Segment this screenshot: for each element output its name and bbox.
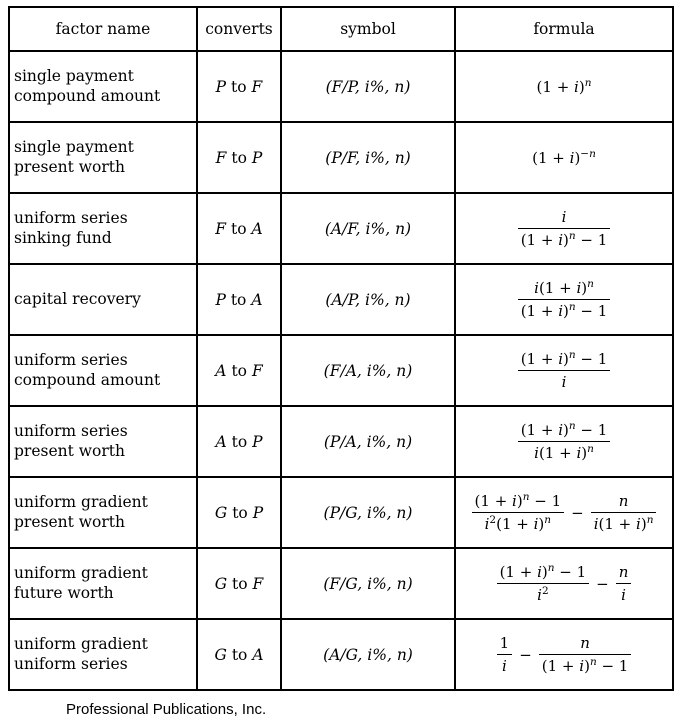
header-symbol: symbol [281, 7, 455, 51]
converts-to-word: to [231, 219, 247, 238]
formula-capital-recovery: $\frac{i(1 + i)^n}{(1 + i)^n - 1}$ [516, 290, 613, 308]
symbol-cell: (A/F, i%, n) [281, 193, 455, 264]
table-row [9, 619, 673, 690]
header-row [9, 7, 673, 51]
formula-gradient-uniform-series: $\frac{1}{i}$ − $\frac{n}{(1 + i)^n - 1}$ [495, 645, 634, 663]
factor-name-line: future worth [14, 583, 114, 602]
table-row [9, 264, 673, 335]
converts-to-word: to [230, 290, 247, 309]
formula-uniform-series-compound-amount: $\frac{(1 + i)^n - 1}{i}$ [516, 361, 613, 379]
symbol-cell: (A/P, i%, n) [281, 264, 455, 335]
factor-name-line: sinking fund [14, 228, 112, 247]
table-row [9, 335, 673, 406]
formula-cell [455, 619, 673, 690]
factor-name-cell [9, 335, 197, 406]
factor-name-line: uniform gradient [14, 635, 148, 654]
formula-cell [455, 122, 673, 193]
formula-uniform-series-present-worth: $\frac{(1 + i)^n - 1}{i(1 + i)^n}$ [516, 432, 613, 450]
converts-to: A [251, 290, 263, 309]
factor-name-line: present worth [14, 512, 125, 531]
interest-factor-table [8, 6, 674, 691]
converts-from: F [215, 148, 227, 167]
factor-name-line: uniform series [14, 351, 128, 370]
symbol-cell: (F/G, i%, n) [281, 548, 455, 619]
factor-name-line: uniform gradient [14, 564, 148, 583]
factor-name-line: capital recovery [14, 289, 141, 308]
converts-from: F [215, 219, 227, 238]
factor-name-cell [9, 406, 197, 477]
converts-cell [197, 335, 281, 406]
converts-to-word: to [231, 432, 248, 451]
converts-cell [197, 477, 281, 548]
converts-cell [197, 406, 281, 477]
converts-cell [197, 264, 281, 335]
factor-name-cell [9, 548, 197, 619]
formula-cell [455, 548, 673, 619]
symbol-cell: (F/A, i%, n) [281, 335, 455, 406]
factor-name-cell [9, 193, 197, 264]
header-converts: converts [197, 7, 281, 51]
converts-to-word: to [232, 503, 248, 522]
table-row [9, 477, 673, 548]
converts-from: A [215, 432, 227, 451]
converts-to-word: to [231, 148, 247, 167]
converts-cell [197, 619, 281, 690]
table-row [9, 406, 673, 477]
symbol-cell: (A/G, i%, n) [281, 619, 455, 690]
factor-name-cell [9, 264, 197, 335]
table-row [9, 193, 673, 264]
converts-cell [197, 193, 281, 264]
converts-cell [197, 51, 281, 122]
converts-from: G [214, 574, 228, 593]
table-row [9, 122, 673, 193]
header-formula: formula [455, 7, 673, 51]
converts-to: F [252, 574, 264, 593]
factor-name-cell [9, 477, 197, 548]
formula-cell [455, 193, 673, 264]
converts-to: F [251, 77, 263, 96]
converts-to-word: to [231, 361, 247, 380]
table-row [9, 51, 673, 122]
converts-to: A [252, 645, 264, 664]
formula-cell [455, 477, 673, 548]
formula-sinking-fund: $\frac{i}{(1 + i)^n - 1}$ [516, 219, 613, 237]
symbol-cell: (P/G, i%, n) [281, 477, 455, 548]
factor-name-line: compound amount [14, 86, 161, 105]
factor-name-cell [9, 122, 197, 193]
formula-cell [455, 406, 673, 477]
factor-name-cell [9, 619, 197, 690]
converts-to: P [251, 148, 263, 167]
factor-name-line: compound amount [14, 370, 161, 389]
converts-to-word: to [231, 645, 248, 664]
formula-gradient-future-worth: $\frac{(1 + i)^n - 1}{i^2}$ − $\frac{n}{i}$ [495, 574, 634, 592]
formula-cell [455, 51, 673, 122]
publisher-footer: Professional Publications, Inc. [66, 701, 267, 718]
factor-name-cell [9, 51, 197, 122]
converts-to: F [251, 361, 263, 380]
formula-cell [455, 264, 673, 335]
factor-name-line: present worth [14, 441, 125, 460]
factor-name-line: uniform gradient [14, 493, 148, 512]
converts-to: A [251, 219, 263, 238]
symbol-cell: (P/A, i%, n) [281, 406, 455, 477]
formula-single-payment-present-worth: $(1 + i)^{-n}$ [532, 147, 596, 167]
converts-from: G [214, 503, 228, 522]
formula-cell [455, 335, 673, 406]
symbol-cell: (F/P, i%, n) [281, 51, 455, 122]
converts-from: P [215, 290, 226, 309]
factor-name-line: uniform series [14, 209, 128, 228]
formula-gradient-present-worth: $\frac{(1 + i)^n - 1}{i^2(1 + i)^n}$ − $\frac{n}{i(1 + i)^n}$ [470, 503, 659, 521]
converts-from: P [215, 77, 227, 96]
converts-from: A [215, 361, 227, 380]
converts-to: P [252, 432, 263, 451]
factor-name-line: uniform series [14, 654, 128, 673]
converts-cell [197, 548, 281, 619]
converts-cell [197, 122, 281, 193]
table-row [9, 548, 673, 619]
converts-from: G [214, 645, 227, 664]
factor-name-line: uniform series [14, 422, 128, 441]
factor-name-line: single payment [14, 138, 134, 157]
formula-single-payment-compound-amount: $(1 + i)^n$ [536, 76, 592, 96]
converts-to: P [252, 503, 264, 522]
converts-to-word: to [231, 77, 247, 96]
converts-to-word: to [232, 574, 248, 593]
header-factor-name: factor name [9, 7, 197, 51]
factor-name-line: present worth [14, 157, 125, 176]
symbol-cell: (P/F, i%, n) [281, 122, 455, 193]
factor-name-line: single payment [14, 67, 134, 86]
